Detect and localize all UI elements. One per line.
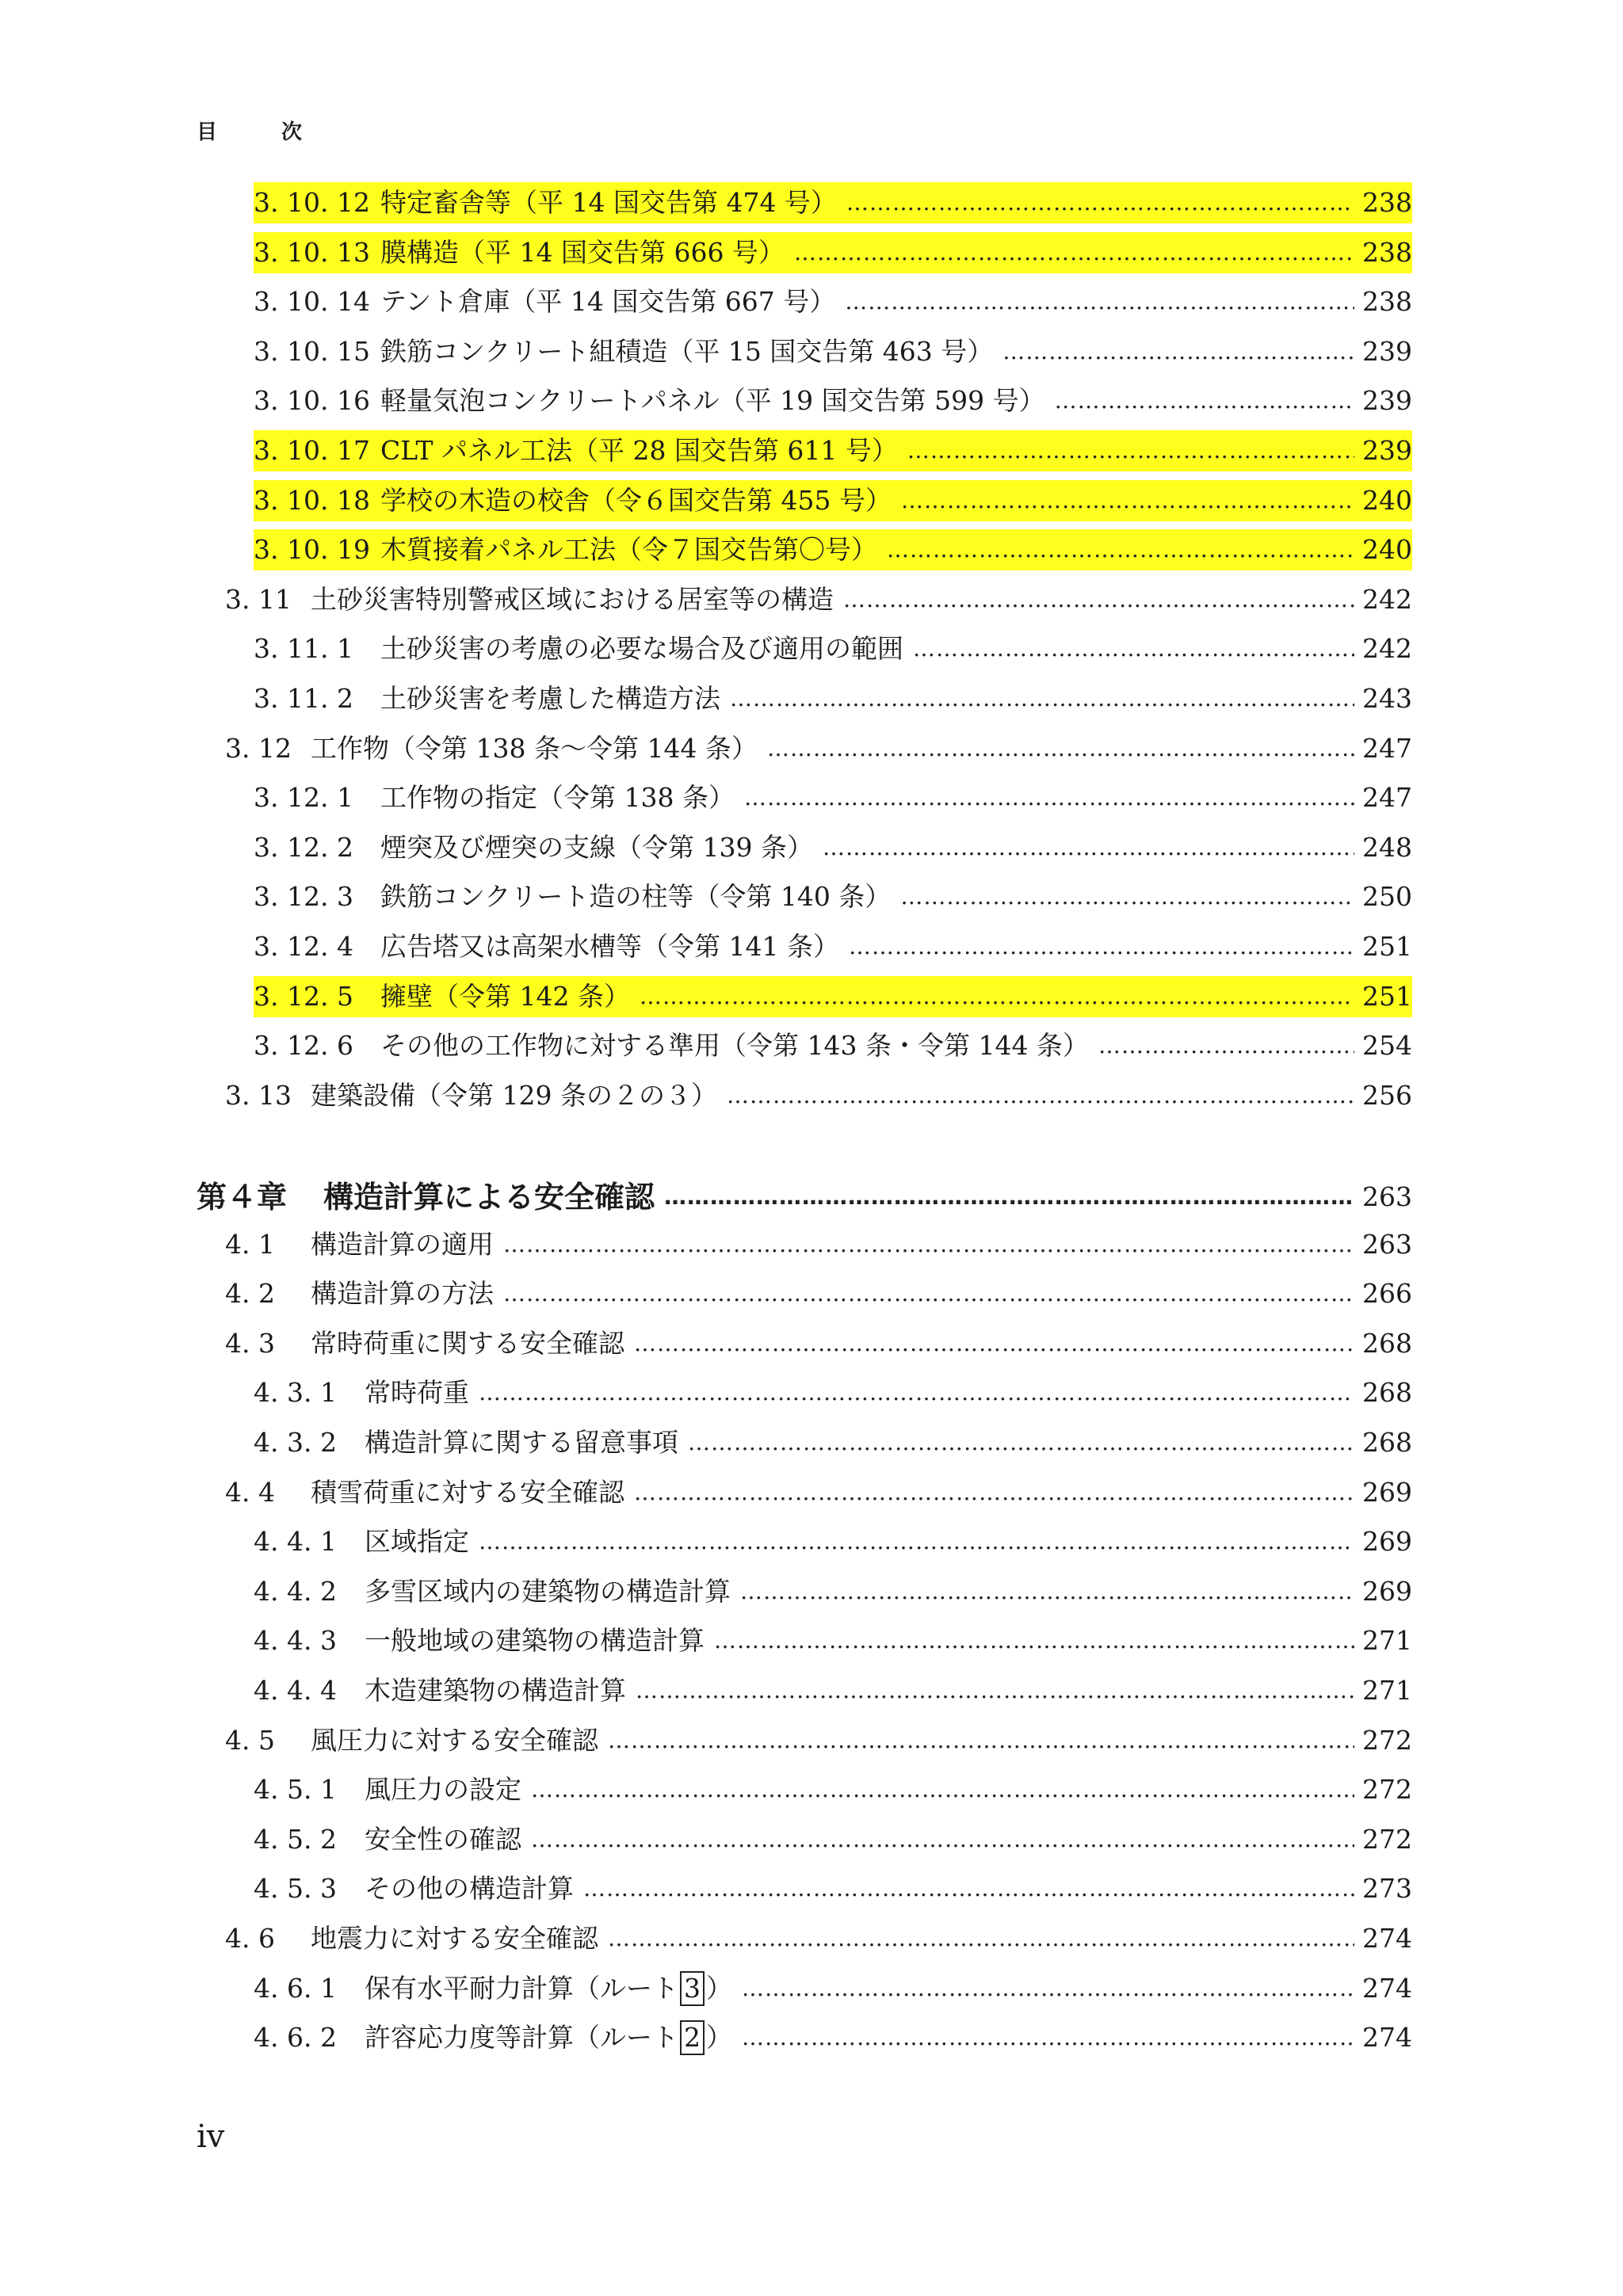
toc-entry[interactable] — [254, 777, 1412, 818]
dot-leader — [479, 1372, 1354, 1413]
toc-number: 4. 1 — [225, 1229, 275, 1260]
toc-title — [380, 628, 903, 669]
dot-leader — [634, 1472, 1354, 1513]
dot-leader — [907, 430, 1354, 471]
toc-title — [365, 1868, 574, 1909]
toc-entry[interactable] — [225, 1720, 1412, 1761]
toc-entry[interactable] — [254, 182, 1412, 223]
toc-entry[interactable] — [225, 579, 1412, 620]
toc-page-number: 274 — [1362, 2022, 1412, 2053]
toc-entry[interactable] — [254, 281, 1412, 322]
dot-leader — [901, 480, 1354, 521]
route-number-box: 3 — [680, 1971, 705, 2006]
toc-page-number: 240 — [1362, 485, 1412, 516]
toc-number: 3. 10. 15 — [254, 336, 370, 367]
toc-entry[interactable] — [254, 926, 1412, 967]
toc-title-text: その他の構造計算 — [365, 1873, 574, 1904]
toc-title — [365, 2017, 732, 2058]
toc-title — [380, 281, 835, 322]
toc-page-number: 251 — [1362, 981, 1412, 1012]
toc-page-number: 272 — [1362, 1774, 1412, 1805]
toc-page-number: 271 — [1362, 1675, 1412, 1706]
toc-title-text: 常時荷重に関する安全確認 — [311, 1328, 624, 1359]
dot-leader — [849, 926, 1354, 967]
toc-title — [365, 1422, 678, 1463]
dot-leader — [531, 1769, 1354, 1810]
toc-page-number: 269 — [1362, 1576, 1412, 1607]
toc-title-text: 土砂災害を考慮した構造方法 — [380, 683, 720, 714]
toc-number: 3. 10. 13 — [254, 237, 370, 268]
dot-leader — [767, 728, 1354, 769]
dot-leader — [845, 281, 1354, 322]
toc-title — [365, 1571, 731, 1612]
toc-title-text: 特定畜舎等（平 14 国交告第 474 号） — [380, 187, 837, 218]
toc-title-text: 鉄筋コンクリート造の柱等（令第 140 条） — [380, 881, 892, 912]
toc-page-number: 256 — [1362, 1080, 1412, 1111]
toc-page-number: 243 — [1362, 683, 1412, 714]
toc-title — [311, 579, 834, 620]
toc-entry[interactable] — [254, 1422, 1412, 1463]
toc-title — [380, 331, 993, 372]
toc-number: 3. 10. 18 — [254, 485, 370, 516]
dot-leader — [634, 1323, 1354, 1364]
toc-title-text: CLT パネル工法（平 28 国交告第 611 号） — [380, 435, 898, 466]
toc-entry[interactable] — [254, 380, 1412, 421]
toc-title-text: その他の工作物に対する準用（令第 143 条・令第 144 条） — [380, 1030, 1089, 1061]
toc-entry[interactable] — [254, 1868, 1412, 1909]
toc-number: 4. 4 — [225, 1477, 275, 1508]
toc-page-number: 272 — [1362, 1725, 1412, 1756]
dot-leader — [823, 827, 1354, 868]
toc-entry[interactable] — [254, 1819, 1412, 1860]
toc-number: 3. 12. 3 — [254, 881, 353, 912]
toc-title-suffix: ） — [706, 2022, 732, 2053]
toc-title — [323, 1177, 655, 1218]
dot-leader — [730, 678, 1354, 719]
toc-title-text: 擁壁（令第 142 条） — [380, 981, 630, 1012]
toc-page-number: 272 — [1362, 1824, 1412, 1855]
toc-number: 4. 3. 1 — [254, 1377, 337, 1408]
toc-entry[interactable] — [225, 1918, 1412, 1959]
dot-leader — [1002, 331, 1354, 372]
toc-title-text: 木質接着パネル工法（令７国交告第〇号） — [380, 534, 877, 565]
toc-title — [365, 1670, 626, 1711]
toc-number: 4. 6. 2 — [254, 2022, 337, 2053]
toc-page-number: 240 — [1362, 534, 1412, 565]
toc-title-text: 許容応力度等計算（ルート — [365, 2022, 678, 2053]
toc-title-text: 構造計算の方法 — [311, 1278, 494, 1309]
toc-title — [365, 1968, 732, 2009]
toc-entry[interactable] — [254, 1968, 1412, 2009]
dot-leader — [636, 1670, 1354, 1711]
toc-title — [380, 529, 877, 570]
toc-number: 3. 10. 12 — [254, 187, 370, 218]
toc-page-number: 247 — [1362, 782, 1412, 813]
toc-number: 第４章 — [197, 1180, 288, 1215]
dot-leader — [794, 232, 1354, 273]
toc-number: 3. 10. 19 — [254, 534, 370, 565]
toc-number: 4. 4. 4 — [254, 1675, 337, 1706]
toc-title — [380, 480, 892, 521]
toc-page-number: 273 — [1362, 1873, 1412, 1904]
toc-page-number: 248 — [1362, 832, 1412, 863]
toc-title — [380, 976, 630, 1017]
toc-title-text: 構造計算の適用 — [311, 1229, 494, 1260]
toc-number: 3. 10. 16 — [254, 385, 370, 416]
toc-chapter-row[interactable] — [197, 1174, 1412, 1220]
toc-number: 3. 12. 5 — [254, 981, 353, 1012]
toc-title — [380, 678, 720, 719]
toc-title — [380, 926, 839, 967]
toc-title-text: テント倉庫（平 14 国交告第 667 号） — [380, 286, 836, 317]
toc-title — [365, 1769, 521, 1810]
toc-entry[interactable] — [254, 1521, 1412, 1562]
toc-title-text: 構造計算に関する留意事項 — [365, 1427, 678, 1458]
toc-entry[interactable] — [254, 1769, 1412, 1810]
page-number: iv — [197, 2119, 225, 2155]
toc-page-number: 251 — [1362, 931, 1412, 962]
toc-title-text: 膜構造（平 14 国交告第 666 号） — [380, 237, 785, 268]
toc-title — [380, 876, 891, 917]
toc-title — [311, 1273, 494, 1314]
dot-leader — [887, 529, 1354, 570]
toc-title — [380, 1025, 1089, 1066]
toc-title-text: 常時荷重 — [365, 1377, 469, 1408]
toc-title — [380, 380, 1045, 421]
toc-title — [311, 1323, 624, 1364]
toc-page-number: 268 — [1362, 1427, 1412, 1458]
toc-title-text: 構造計算による安全確認 — [323, 1180, 655, 1215]
toc-title — [380, 430, 898, 471]
toc-number: 4. 4. 3 — [254, 1625, 337, 1656]
toc-title-text: 軽量気泡コンクリートパネル（平 19 国交告第 599 号） — [380, 385, 1045, 416]
toc-entry[interactable] — [254, 1025, 1412, 1066]
toc-title — [365, 1819, 521, 1860]
dot-leader — [664, 1177, 1354, 1218]
toc-entry[interactable] — [254, 1571, 1412, 1612]
toc-number: 4. 2 — [225, 1278, 275, 1309]
toc-number: 4. 3. 2 — [254, 1427, 337, 1458]
toc-title-text: 風圧力の設定 — [365, 1774, 521, 1805]
toc-title-text: 安全性の確認 — [365, 1824, 521, 1855]
toc-entry[interactable] — [254, 827, 1412, 868]
toc-number: 3. 13 — [225, 1080, 292, 1111]
toc-entry[interactable] — [254, 876, 1412, 917]
dot-leader — [503, 1273, 1354, 1314]
toc-entry[interactable] — [254, 2017, 1412, 2058]
toc-number: 4. 6 — [225, 1923, 275, 1954]
toc-entry[interactable] — [254, 976, 1412, 1017]
dot-leader — [1055, 380, 1354, 421]
toc-title — [380, 182, 837, 223]
toc-title-text: 鉄筋コンクリート組積造（平 15 国交告第 463 号） — [380, 336, 994, 367]
dot-leader — [503, 1224, 1354, 1265]
toc-title-text: 工作物（令第 138 条～令第 144 条） — [311, 733, 758, 764]
toc-number: 4. 3 — [225, 1328, 275, 1359]
toc-page-number: 242 — [1362, 584, 1412, 615]
dot-leader — [843, 579, 1354, 620]
toc-title-text: 工作物の指定（令第 138 条） — [380, 782, 735, 813]
toc-title-text: 積雪荷重に対する安全確認 — [311, 1477, 624, 1508]
toc-number: 3. 10. 17 — [254, 435, 370, 466]
dot-leader — [913, 628, 1354, 669]
toc-number: 4. 5. 2 — [254, 1824, 337, 1855]
toc-entry[interactable] — [225, 1472, 1412, 1513]
dot-leader — [900, 876, 1354, 917]
toc-title-text: 地震力に対する安全確認 — [311, 1923, 598, 1954]
toc-page-number: 239 — [1362, 435, 1412, 466]
toc-title — [311, 1224, 494, 1265]
toc-page-number: 274 — [1362, 1973, 1412, 2004]
toc-number: 3. 11. 1 — [254, 633, 353, 664]
toc-title — [365, 1620, 705, 1661]
toc-page-number: 271 — [1362, 1625, 1412, 1656]
toc-page-number: 268 — [1362, 1377, 1412, 1408]
toc-entry[interactable] — [225, 1323, 1412, 1364]
dot-leader — [742, 2017, 1354, 2058]
dot-leader — [608, 1918, 1354, 1959]
toc-page-number: 263 — [1362, 1181, 1412, 1212]
toc-title — [311, 728, 758, 769]
toc-title-text: 一般地域の建築物の構造計算 — [365, 1625, 705, 1656]
dot-leader — [608, 1720, 1354, 1761]
toc-title-text: 煙突及び煙突の支線（令第 139 条） — [380, 832, 813, 863]
toc-entry[interactable] — [225, 1273, 1412, 1314]
toc-number: 3. 11. 2 — [254, 683, 353, 714]
toc-title-text: 土砂災害特別警戒区域における居室等の構造 — [311, 584, 834, 615]
toc-title-text: 区域指定 — [365, 1526, 469, 1557]
toc-entry[interactable] — [254, 1670, 1412, 1711]
dot-leader — [1098, 1025, 1354, 1066]
toc-title-text: 木造建築物の構造計算 — [365, 1675, 626, 1706]
route-number-box: 2 — [680, 2020, 705, 2055]
toc-number: 3. 12 — [225, 733, 292, 764]
toc-entry[interactable] — [254, 1372, 1412, 1413]
toc-title — [380, 777, 735, 818]
toc-number: 3. 10. 14 — [254, 286, 370, 317]
toc-title-text: 風圧力に対する安全確認 — [311, 1725, 598, 1756]
toc-number: 4. 5 — [225, 1725, 275, 1756]
dot-leader — [744, 777, 1354, 818]
toc-title-text: 保有水平耐力計算（ルート — [365, 1973, 678, 2004]
toc-entry[interactable] — [225, 728, 1412, 769]
toc-title — [311, 1472, 624, 1513]
toc-number: 3. 12. 6 — [254, 1030, 353, 1061]
toc-number: 4. 5. 1 — [254, 1774, 337, 1805]
toc-title-text: 土砂災害の考慮の必要な場合及び適用の範囲 — [380, 633, 903, 664]
toc-number: 4. 4. 2 — [254, 1576, 337, 1607]
toc-entry[interactable] — [254, 331, 1412, 372]
toc-page-number: 238 — [1362, 286, 1412, 317]
toc-title-text: 広告塔又は高架水槽等（令第 141 条） — [380, 931, 839, 962]
dot-leader — [714, 1620, 1354, 1661]
toc-title-text: 多雪区域内の建築物の構造計算 — [365, 1576, 731, 1607]
toc-page-number: 250 — [1362, 881, 1412, 912]
toc-title — [365, 1372, 469, 1413]
toc-number: 3. 12. 1 — [254, 782, 353, 813]
toc-title — [380, 827, 813, 868]
page-header: 目 次 — [197, 120, 331, 144]
toc-page-number: 238 — [1362, 237, 1412, 268]
toc-page-number: 254 — [1362, 1030, 1412, 1061]
dot-leader — [688, 1422, 1354, 1463]
toc-number: 3. 11 — [225, 584, 292, 615]
dot-leader — [727, 1075, 1354, 1116]
dot-leader — [640, 976, 1354, 1017]
toc-number: 4. 6. 1 — [254, 1973, 337, 2004]
toc-number: 4. 4. 1 — [254, 1526, 337, 1557]
dot-leader — [742, 1968, 1354, 2009]
toc-title — [311, 1918, 598, 1959]
toc-page-number: 269 — [1362, 1526, 1412, 1557]
toc-title-suffix: ） — [706, 1973, 732, 2004]
toc-title — [380, 232, 785, 273]
dot-leader — [583, 1868, 1354, 1909]
toc-page-number: 266 — [1362, 1278, 1412, 1309]
toc-entry[interactable] — [254, 628, 1412, 669]
toc-entry[interactable] — [225, 1075, 1412, 1116]
dot-leader — [846, 182, 1354, 223]
toc-page-number: 274 — [1362, 1923, 1412, 1954]
toc-page-number: 239 — [1362, 385, 1412, 416]
dot-leader — [740, 1571, 1354, 1612]
toc-page-number: 263 — [1362, 1229, 1412, 1260]
toc-entry[interactable] — [254, 430, 1412, 471]
toc-entry[interactable] — [254, 480, 1412, 521]
toc-page-number: 269 — [1362, 1477, 1412, 1508]
dot-leader — [479, 1521, 1354, 1562]
toc-entry[interactable] — [254, 1620, 1412, 1661]
toc-title — [311, 1720, 598, 1761]
toc-entry[interactable] — [254, 529, 1412, 570]
toc-number: 4. 5. 3 — [254, 1873, 337, 1904]
toc-page-number: 247 — [1362, 733, 1412, 764]
toc-title — [365, 1521, 469, 1562]
toc-number: 3. 12. 4 — [254, 931, 353, 962]
toc-entry[interactable] — [225, 1224, 1412, 1265]
toc-title — [311, 1075, 717, 1116]
toc-entry[interactable] — [254, 232, 1412, 273]
toc-page-number: 239 — [1362, 336, 1412, 367]
toc-page-number: 238 — [1362, 187, 1412, 218]
toc-title-text: 建築設備（令第 129 条の２の３） — [311, 1080, 717, 1111]
toc-title-text: 学校の木造の校舎（令６国交告第 455 号） — [380, 485, 892, 516]
toc-page-number: 268 — [1362, 1328, 1412, 1359]
toc-entry[interactable] — [254, 678, 1412, 719]
toc-number: 3. 12. 2 — [254, 832, 353, 863]
toc-page-number: 242 — [1362, 633, 1412, 664]
dot-leader — [531, 1819, 1354, 1860]
